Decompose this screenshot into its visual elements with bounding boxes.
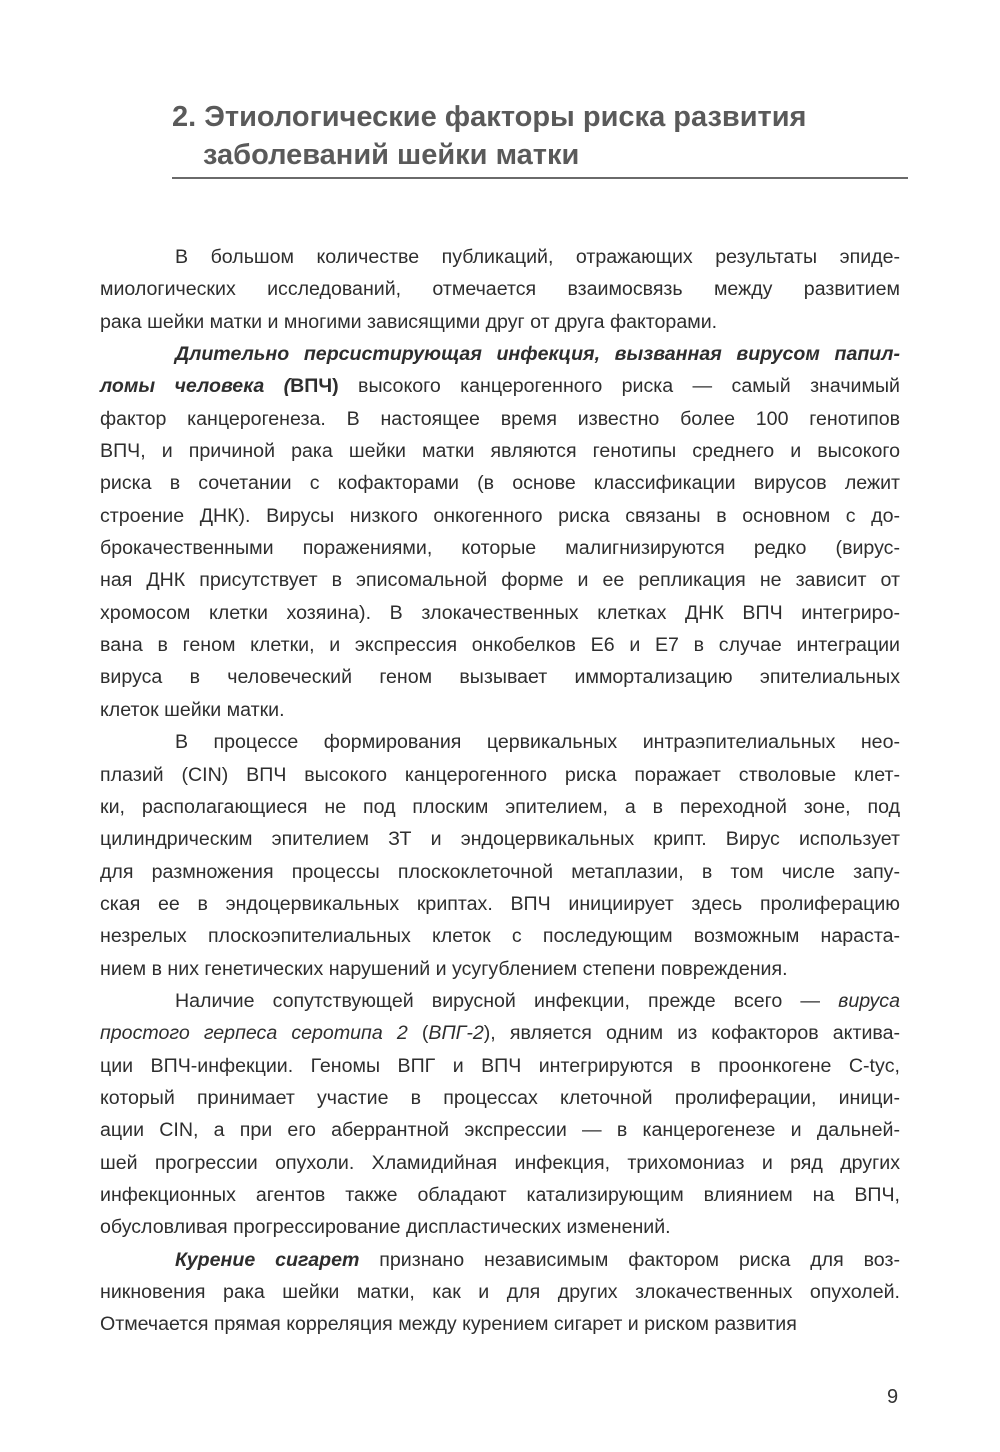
text-segment: цилиндрическим эпителием ЗТ и эндоцервикальных крипт. Вирус использует — [100, 828, 900, 851]
text-line — [100, 338, 900, 370]
text-segment: плазий (CIN) ВПЧ высокого канцерогенного риска поражает стволовые клет- — [100, 763, 900, 786]
text-line — [100, 1050, 900, 1082]
text-line — [100, 694, 900, 726]
paragraph — [100, 1244, 900, 1341]
text-segment: В процессе формирования цервикальных интраэпителиальных нео- — [175, 731, 900, 754]
text-line — [100, 1244, 900, 1276]
text-line — [100, 1179, 900, 1211]
text-line — [100, 564, 900, 596]
emphasized-text: вируса — [838, 989, 900, 1012]
text-segment: хромосом клетки хозяина). В злокачественных клетках ДНК ВПЧ интегриро- — [100, 601, 900, 624]
text-line — [100, 856, 900, 888]
text-line — [100, 1114, 900, 1146]
text-segment: вируса в человеческий геном вызывает иммортализацию эпителиальных — [100, 666, 900, 689]
text-line — [100, 1211, 900, 1243]
section-heading — [172, 98, 806, 174]
paragraph — [100, 985, 900, 1244]
text-line — [100, 759, 900, 791]
text-segment: фактор канцерогенеза. В настоящее время известно более 100 генотипов — [100, 407, 900, 430]
text-segment: признано независимым фактором риска для воз- — [359, 1248, 900, 1271]
paragraph — [100, 338, 900, 726]
emphasized-text: ломы человека ( — [100, 375, 291, 398]
heading-line-2: заболеваний шейки матки — [203, 139, 580, 171]
text-segment: клеток шейки матки. — [100, 698, 285, 721]
text-line — [100, 435, 900, 467]
text-segment: незрелых плоскоэпителиальных клеток с последующим возможным нараста- — [100, 925, 900, 948]
text-segment: нием в них генетических нарушений и усугублением степени повреждения. — [100, 957, 788, 980]
text-segment: инфекционных агентов также обладают катализирующим влиянием на ВПЧ, — [100, 1183, 900, 1206]
text-segment: для размножения процессы плоскоклеточной метаплазии, в том числе запу- — [100, 860, 900, 883]
heading-divider — [172, 177, 908, 179]
text-line — [100, 1276, 900, 1308]
text-segment: ВПЧ, и причиной рака шейки матки являются генотипы среднего и высокого — [100, 440, 900, 463]
paragraph — [100, 241, 900, 338]
text-line — [100, 985, 900, 1017]
text-segment: обусловливая прогрессирование диспластических изменений. — [100, 1216, 671, 1239]
text-line — [100, 532, 900, 564]
text-line — [100, 726, 900, 758]
text-line — [100, 629, 900, 661]
text-segment: никновения рака шейки матки, как и для других злокачественных опухолей. — [100, 1281, 900, 1303]
text-line — [100, 1082, 900, 1114]
text-segment: строение ДНК). Вирусы низкого онкогенного риска связаны в основном с до- — [100, 504, 900, 527]
text-line — [100, 1017, 900, 1049]
text-segment: который принимает участие в процессах клеточной пролиферации, иници- — [100, 1086, 900, 1109]
text-line — [100, 661, 900, 693]
text-line — [100, 791, 900, 823]
text-segment: миологических исследований, отмечается взаимосвязь между развитием — [100, 278, 900, 301]
text-segment: вана в геном клетки, и экспрессия онкобелков Е6 и Е7 в случае интеграции — [100, 634, 900, 657]
text-segment: рака шейки матки и многими зависящими друг от друга факторами. — [100, 310, 718, 333]
paragraph — [100, 726, 900, 985]
text-segment: ации CIN, а при его аберрантной экспрессии — в канцерогенезе и дальней- — [100, 1119, 900, 1142]
text-line — [100, 920, 900, 952]
text-segment: ская ее в эндоцервикальных криптах. ВПЧ инициирует здесь пролиферацию — [100, 892, 900, 915]
page-number: 9 — [887, 1386, 899, 1408]
emphasized-text: ВПГ-2 — [428, 1022, 484, 1045]
text-line — [100, 306, 900, 338]
text-line — [100, 467, 900, 499]
text-line — [100, 823, 900, 855]
text-line — [100, 888, 900, 920]
text-line — [100, 500, 900, 532]
text-line — [100, 1147, 900, 1179]
emphasized-text: Длительно персистирующая инфекция, вызванная вирусом папил- — [175, 343, 900, 366]
text-line — [100, 241, 900, 273]
body-text — [100, 241, 900, 1341]
text-segment: брокачественными поражениями, которые малигнизируются редко (вирус- — [100, 537, 900, 560]
text-line — [100, 403, 900, 435]
text-segment: ( — [407, 1022, 429, 1045]
text-segment: ), является одним из кофакторов актива- — [483, 1022, 900, 1045]
text-line — [100, 953, 900, 985]
text-segment: В большом количестве публикаций, отражающих результаты эпиде- — [175, 246, 900, 268]
emphasized-text: Курение сигарет — [175, 1248, 360, 1271]
emphasized-text: простого герпеса серотипа 2 — [100, 1022, 408, 1045]
text-line — [100, 273, 900, 305]
text-segment: Наличие сопутствующей вирусной инфекции, прежде всего — — [175, 989, 839, 1012]
emphasized-text: ВПЧ) — [290, 375, 339, 398]
text-line — [100, 1308, 900, 1340]
text-segment: шей прогрессии опухоли. Хламидийная инфекция, трихомониаз и ряд других — [100, 1151, 900, 1174]
text-segment: ции ВПЧ-инфекции. Геномы ВПГ и ВПЧ интегрируются в проонкогене C-tyc, — [100, 1054, 900, 1077]
text-line — [100, 597, 900, 629]
heading-line-1: 2. Этиологические факторы риска развития — [172, 101, 807, 133]
text-segment: риска в сочетании с кофакторами (в основе классификации вирусов лежит — [100, 472, 900, 495]
text-line — [100, 370, 900, 402]
text-segment: высокого канцерогенного риска — самый значимый — [338, 375, 900, 398]
text-segment: Отмечается прямая корреляция между курением сигарет и риском развития — [100, 1313, 797, 1336]
text-segment: ная ДНК присутствует в эписомальной форме и ее репликация не зависит от — [100, 569, 900, 592]
text-segment: ки, располагающиеся не под плоским эпителием, а в переходной зоне, под — [100, 795, 900, 818]
